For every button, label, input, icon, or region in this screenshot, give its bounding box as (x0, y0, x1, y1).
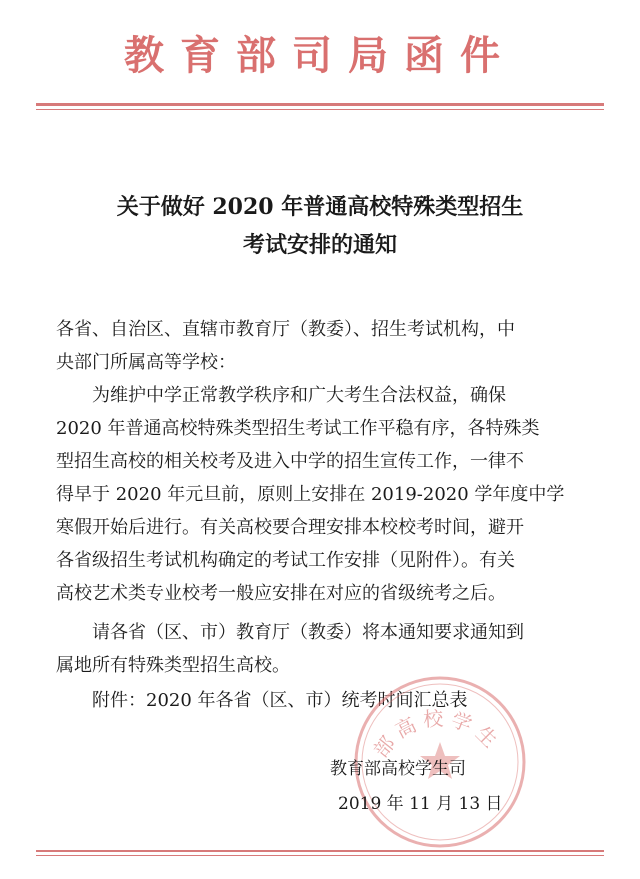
paragraph-line: 寒假开始后进行。有关高校要合理安排本校校考时间，避开 (56, 517, 524, 538)
paragraph-line: 各省级招生考试机构确定的考试工作安排（见附件）。有关 (56, 550, 515, 571)
footer-rule (36, 850, 604, 852)
paragraph-line: 得早于 2020 年元旦前，原则上安排在 2019-2020 学年度中学 (56, 484, 565, 505)
issue-date: 2019 年 11 月 13 日 (338, 794, 503, 814)
paragraph-line: 2020 年普通高校特殊类型招生考试工作平稳有序，各特殊类 (56, 418, 540, 439)
paragraph-line: 请各省（区、市）教育厅（教委）将本通知要求通知到 (56, 622, 524, 643)
paragraph-line: 为维护中学正常教学秩序和广大考生合法权益，确保 (56, 385, 506, 406)
seal-text: 部高校学生 (368, 706, 507, 763)
footer-rule-thin (36, 855, 604, 856)
letterhead-title: 教育部司局函件 (124, 33, 516, 79)
salutation-line-1: 各省、自治区、直辖市教育厅（教委）、招生考试机构，中 (56, 319, 515, 340)
document-title-line-1: 关于做好 2020 年普通高校特殊类型招生 (116, 194, 524, 220)
document-title-line-2: 考试安排的通知 (242, 232, 397, 258)
letterhead-rule-thin (36, 109, 604, 110)
salutation-line-2: 央部门所属高等学校： (56, 352, 236, 373)
attachment-line: 附件：2020 年各省（区、市）统考时间汇总表 (56, 690, 468, 711)
paragraph-line: 属地所有特殊类型招生高校。 (56, 655, 290, 676)
letterhead-rule (36, 103, 604, 106)
issuer-name: 教育部高校学生司 (330, 759, 466, 779)
paragraph-line: 高校艺术类专业校考一般应安排在对应的省级统考之后。 (56, 583, 506, 604)
paragraph-line: 型招生高校的相关校考及进入中学的招生宣传工作，一律不 (56, 451, 524, 472)
